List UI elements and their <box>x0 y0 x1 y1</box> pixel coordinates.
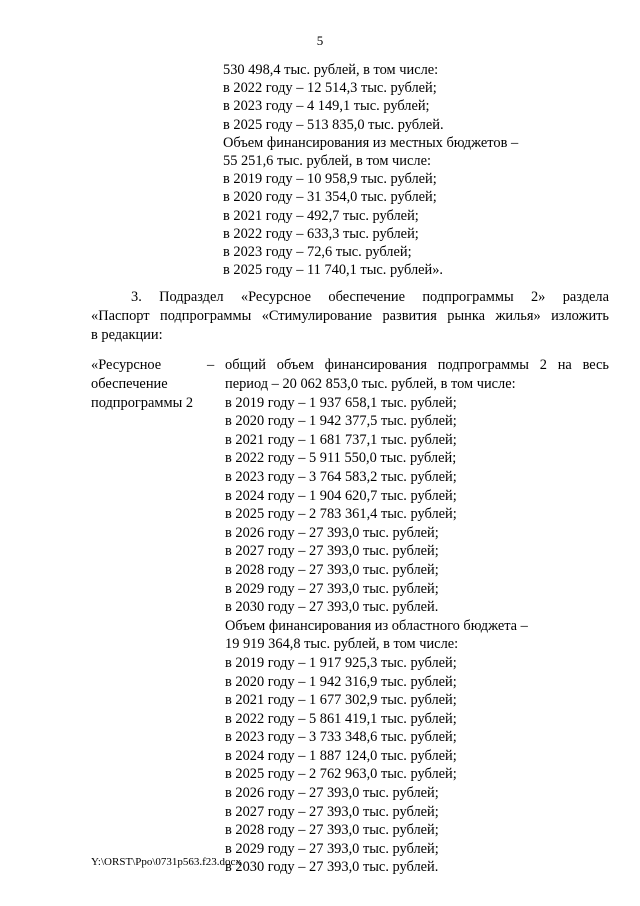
text-line: в 2023 году – 4 149,1 тыс. рублей; <box>223 98 430 115</box>
total-intro-line: общий объем финансирования подпрограммы 2 на весь <box>225 357 609 373</box>
text-line: 530 498,4 тыс. рублей, в том числе: <box>223 62 439 78</box>
text-line: 55 251,6 тыс. рублей, в том числе: <box>223 152 431 169</box>
year-line: в 2022 году – 5 861 419,1 тыс. рублей; <box>225 710 457 727</box>
year-line: в 2025 году – 2 762 963,0 тыс. рублей; <box>225 766 457 783</box>
label-line: обеспечение <box>91 376 168 392</box>
text-line: в 2021 году – 492,7 тыс. рублей; <box>223 207 419 224</box>
year-line: в 2029 году – 27 393,0 тыс. рублей; <box>225 840 439 857</box>
year-line: в 2023 году – 3 733 348,6 тыс. рублей; <box>225 729 457 746</box>
year-line: в 2030 году – 27 393,0 тыс. рублей. <box>225 859 439 876</box>
paragraph-line: в редакции: <box>91 327 163 343</box>
year-line: в 2020 году – 1 942 316,9 тыс. рублей; <box>225 673 457 690</box>
text-line: в 2022 году – 633,3 тыс. рублей; <box>223 225 419 242</box>
regional-total: 19 919 364,8 тыс. рублей, в том числе: <box>225 636 459 653</box>
paragraph-line: 3. Подраздел «Ресурсное обеспечение подпрограммы 2» раздела <box>131 289 609 305</box>
year-line: в 2019 году – 1 937 658,1 тыс. рублей; <box>225 394 457 411</box>
label-line: подпрограммы 2 <box>91 395 194 411</box>
year-line: в 2019 году – 1 917 925,3 тыс. рублей; <box>225 654 457 671</box>
year-line: в 2029 году – 27 393,0 тыс. рублей; <box>225 580 439 597</box>
text-line: Объем финансирования из местных бюджетов – <box>223 134 519 151</box>
year-line: в 2030 году – 27 393,0 тыс. рублей. <box>225 599 439 616</box>
resource-label <box>91 356 219 413</box>
resource-description <box>225 356 609 877</box>
year-line: в 2020 году – 1 942 377,5 тыс. рублей; <box>225 413 457 430</box>
year-line: в 2028 году – 27 393,0 тыс. рублей; <box>225 561 439 578</box>
page-number: 5 <box>316 33 324 48</box>
year-line: в 2027 году – 27 393,0 тыс. рублей; <box>225 543 439 560</box>
year-line: в 2021 году – 1 677 302,9 тыс. рублей; <box>225 692 457 709</box>
label-line: «Ресурсное <box>91 357 162 373</box>
text-line: в 2023 году – 72,6 тыс. рублей; <box>223 243 412 260</box>
year-line: в 2025 году – 2 783 361,4 тыс. рублей; <box>225 506 457 523</box>
year-line: в 2022 году – 5 911 550,0 тыс. рублей; <box>225 450 457 467</box>
top-funding-block <box>223 61 613 279</box>
file-path-footer: Y:\ORST\Ppo\0731p563.f23.docx <box>91 856 241 868</box>
year-line: в 2026 году – 27 393,0 тыс. рублей; <box>225 524 439 541</box>
regional-heading: Объем финансирования из областного бюджета – <box>225 617 528 634</box>
year-line: в 2021 году – 1 681 737,1 тыс. рублей; <box>225 431 457 448</box>
text-line: в 2019 году – 10 958,9 тыс. рублей; <box>223 171 437 188</box>
text-line: в 2022 году – 12 514,3 тыс. рублей; <box>223 80 437 97</box>
separator-dash: – <box>207 357 215 373</box>
paragraph-line: «Паспорт подпрограммы «Стимулирование развития рынка жилья» изложить <box>91 308 609 324</box>
year-line: в 2027 году – 27 393,0 тыс. рублей; <box>225 803 439 820</box>
text-line: в 2020 году – 31 354,0 тыс. рублей; <box>223 189 437 206</box>
year-line: в 2023 году – 3 764 583,2 тыс. рублей; <box>225 468 457 485</box>
total-intro-line: период – 20 062 853,0 тыс. рублей, в том числе: <box>225 376 516 392</box>
year-line: в 2024 году – 1 887 124,0 тыс. рублей; <box>225 747 457 764</box>
year-line: в 2026 году – 27 393,0 тыс. рублей; <box>225 785 439 802</box>
year-line: в 2024 году – 1 904 620,7 тыс. рублей; <box>225 487 457 504</box>
amendment-paragraph <box>91 288 609 345</box>
text-line: в 2025 году – 513 835,0 тыс. рублей. <box>223 116 444 133</box>
year-line: в 2028 году – 27 393,0 тыс. рублей; <box>225 822 439 839</box>
text-line: в 2025 году – 11 740,1 тыс. рублей». <box>223 262 444 279</box>
